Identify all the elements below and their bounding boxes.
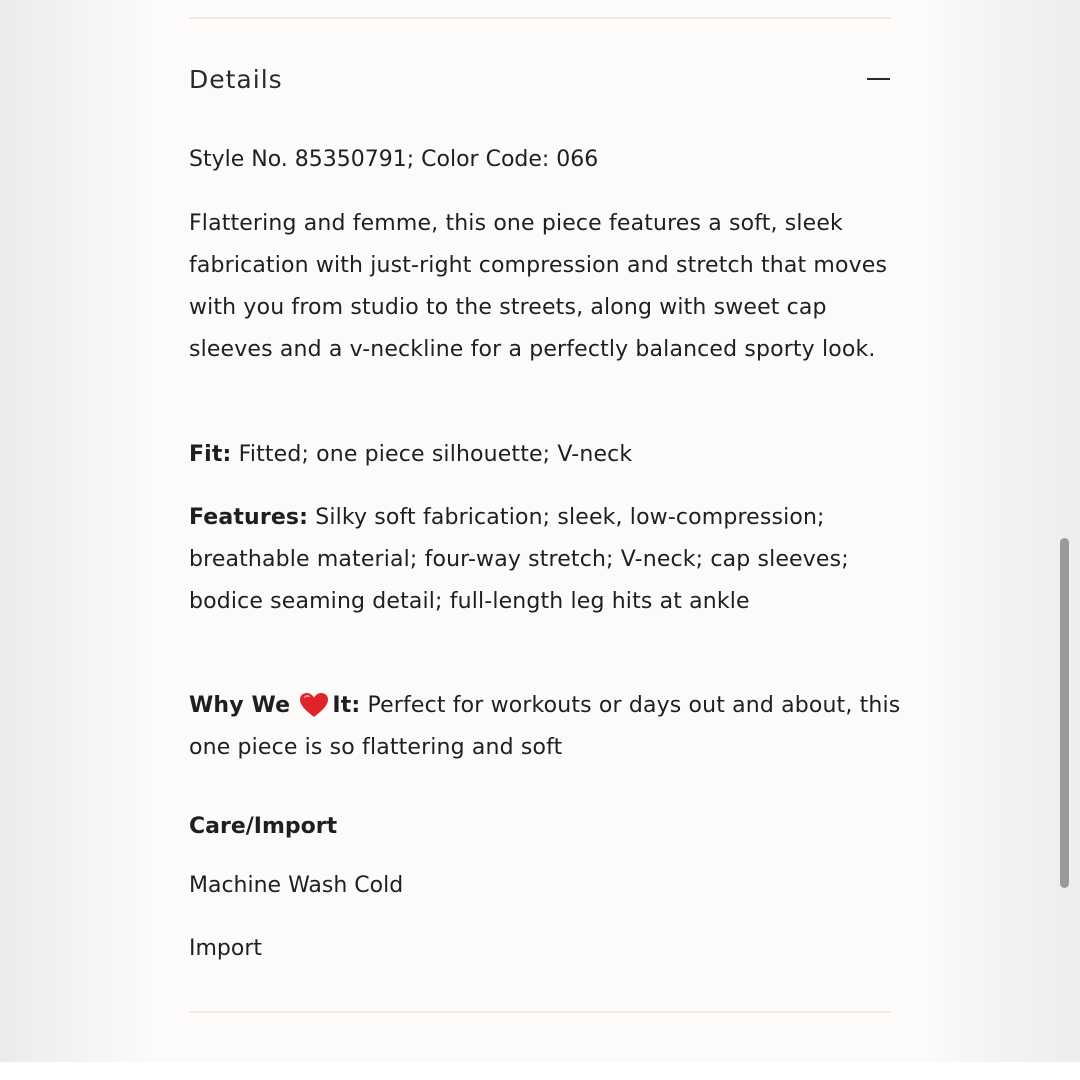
features-value: Silky soft fabrication; sleek, low-compression; breathable material; four-way stretch; V-neck; cap sleeves; bodice seaming detail; full-length leg hits at ankle — [189, 505, 849, 614]
red-heart-icon — [299, 691, 329, 717]
bottom-edge — [0, 1062, 1080, 1080]
style-number: Style No. 85350791; Color Code: 066 — [189, 147, 599, 172]
features-line — [189, 497, 901, 623]
why-label-start: Why We — [189, 693, 291, 718]
bottom-divider — [189, 1011, 891, 1013]
care-heading: Care/Import — [189, 814, 338, 839]
fit-value: Fitted; one piece silhouette; V-neck — [231, 442, 633, 467]
why-label-end: It: — [332, 693, 361, 718]
section-title: Details — [189, 65, 283, 94]
features-label: Features: — [189, 505, 309, 530]
minus-icon — [867, 78, 890, 80]
care-wash-instructions: Machine Wash Cold — [189, 873, 404, 898]
scrollbar-thumb[interactable] — [1060, 538, 1069, 888]
fit-line — [189, 434, 901, 476]
why-value: Perfect for workouts or days out and about, this one piece is so flattering and soft — [189, 693, 901, 760]
why-we-love-it-line — [189, 685, 901, 769]
fit-label: Fit: — [189, 442, 232, 467]
care-origin: Import — [189, 936, 263, 961]
collapse-button[interactable] — [864, 64, 894, 94]
top-divider — [189, 17, 891, 19]
product-description: Flattering and femme, this one piece features a soft, sleek fabrication with just-right compression and stretch that moves with you from studio to the streets, along with sweet cap sleeves and a v-neckline for a perfectly balanced sporty look. — [189, 211, 888, 362]
